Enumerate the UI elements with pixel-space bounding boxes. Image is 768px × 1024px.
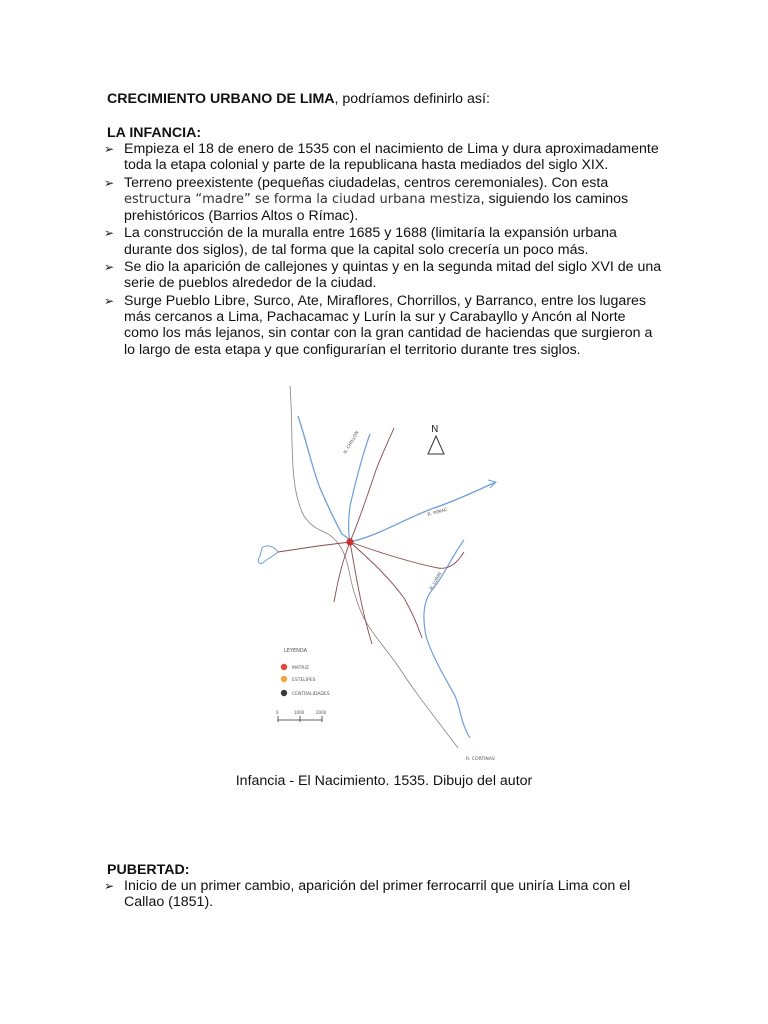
arrow-bullet-icon: ➢ xyxy=(104,175,115,190)
arrow-bullet-icon: ➢ xyxy=(104,293,115,308)
river-label: R. LURIN xyxy=(429,571,444,591)
map-legend xyxy=(281,648,330,697)
legend-swatch-estelipes xyxy=(281,676,287,682)
river-chillon xyxy=(298,416,350,542)
river-label: R. RIMAC xyxy=(427,507,449,518)
river-rimac xyxy=(350,482,496,542)
legend-label: MATRIZ xyxy=(292,666,309,671)
list-item: ➢ Terreno preexistente (pequeñas ciudadelas, centros ceremoniales). Con esta estructura “madre” se forma la ciudad urbana mestiza, siguiendo los caminos prehistóricos (Barrios Altos o Rímac). xyxy=(104,174,629,225)
arrow-bullet-icon: ➢ xyxy=(104,142,115,156)
document-title: CRECIMIENTO URBANO DE LIMA xyxy=(107,91,335,107)
intro-text: , podríamos definirlo así: xyxy=(334,91,490,107)
map-signature: R. CORTINAS xyxy=(466,757,495,762)
legend-title: LEYENDA xyxy=(284,648,308,654)
legend-label: CENTRALIDADES xyxy=(292,692,330,697)
svg-text:2000: 2000 xyxy=(316,710,327,715)
infancia-bullet-list xyxy=(104,141,664,359)
river-label: R. CHILLON xyxy=(343,430,361,455)
list-item: ➢ Surge Pueblo Libre, Surco, Ate, Miraflores, Chorrillos, y Barranco, entre los lugares más cercanos a Lima, Pachacamac y Lurín la sur y Carabayllo y Ancón al Norte como los más lejanos, sin contar con la gran cantidad de haciendas que surgieron a lo largo de esta etapa y que configurarían el territorio durante tres siglos. xyxy=(104,292,653,358)
arrow-bullet-icon: ➢ xyxy=(104,226,115,241)
legend-label: ESTELIPES xyxy=(292,678,316,683)
section-heading-infancia: LA INFANCIA: xyxy=(107,125,202,141)
svg-text:1000: 1000 xyxy=(294,710,305,715)
island xyxy=(258,546,278,564)
hand-drawn-map xyxy=(238,376,506,766)
figure-caption: Infancia - El Nacimiento. 1535. Dibujo del autor xyxy=(235,773,533,789)
intro-paragraph xyxy=(107,91,727,108)
svg-text:0: 0 xyxy=(276,710,279,715)
arrow-bullet-icon: ➢ xyxy=(104,879,115,893)
list-item: ➢ La construcción de la muralla entre 1685 y 1688 (limitaría la expansión urbana durante dos siglos), de tal forma que la capital solo crecería un poco más. xyxy=(104,225,617,258)
map-figure xyxy=(238,376,506,766)
river-lurin xyxy=(424,540,470,738)
pubertad-bullet-list xyxy=(104,878,664,912)
arrow-bullet-icon: ➢ xyxy=(104,260,115,275)
list-item: ➢ Inicio de un primer cambio, aparición del primer ferrocarril que uniría Lima con el Callao (1851). xyxy=(104,878,631,911)
lima-center-marker xyxy=(346,538,353,545)
section-heading-pubertad: PUBERTAD: xyxy=(107,862,190,878)
list-item: ➢ Se dio la aparición de callejones y quintas y en la segunda mitad del siglo XVI de una serie de pueblos alrededor de la ciudad. xyxy=(104,259,662,292)
north-label: N xyxy=(431,424,439,435)
legend-swatch-matriz xyxy=(281,664,287,670)
list-item: ➢ Empieza el 18 de enero de 1535 con el nacimiento de Lima y dura aproximadamente toda la etapa colonial y parte de la republicana hasta mediados del siglo XIX. xyxy=(104,141,659,174)
scale-bar xyxy=(276,710,327,722)
legend-swatch-centralidades xyxy=(281,690,287,696)
north-arrow-icon xyxy=(428,436,444,454)
